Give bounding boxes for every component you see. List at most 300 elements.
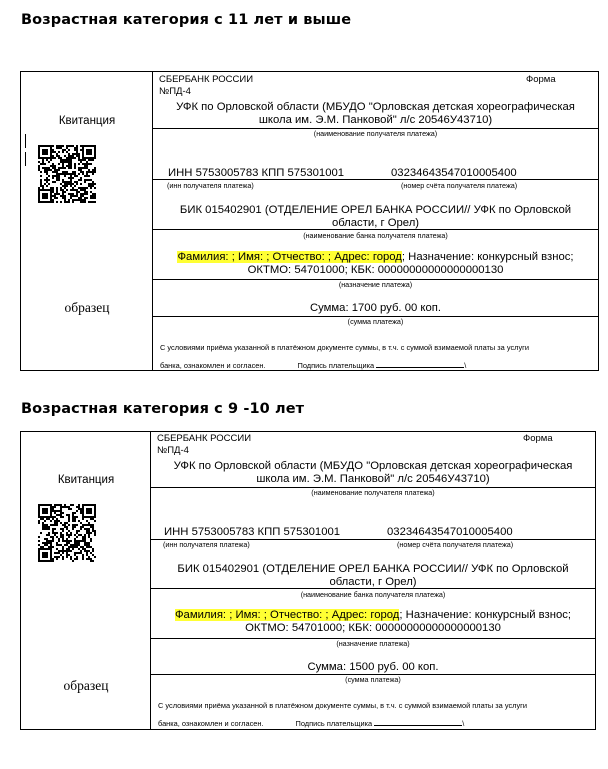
qr-module — [80, 183, 82, 185]
qr-module — [46, 510, 48, 512]
qr-module — [44, 552, 46, 554]
qr-module — [82, 195, 84, 197]
qr-module — [44, 526, 46, 528]
qr-module — [56, 532, 58, 534]
qr-module — [80, 199, 82, 201]
qr-module — [40, 504, 42, 506]
qr-module — [62, 195, 64, 197]
qr-module — [82, 538, 84, 540]
qr-module — [90, 201, 92, 203]
qr-module — [74, 546, 76, 548]
qr-module — [78, 159, 80, 161]
qr-module — [70, 197, 72, 199]
qr-module — [90, 504, 92, 506]
qr-module — [62, 558, 64, 560]
qr-module — [82, 554, 84, 556]
qr-module — [46, 528, 48, 530]
qr-module — [82, 524, 84, 526]
qr-module — [46, 189, 48, 191]
qr-module — [72, 177, 74, 179]
qr-module — [46, 504, 48, 506]
qr-module — [72, 155, 74, 157]
qr-module — [60, 516, 62, 518]
qr-module — [92, 518, 94, 520]
qr-module — [88, 530, 90, 532]
qr-module — [58, 179, 60, 181]
qr-module — [82, 526, 84, 528]
qr-module — [66, 189, 68, 191]
qr-module — [70, 163, 72, 165]
qr-module — [86, 197, 88, 199]
qr-module — [88, 179, 90, 181]
qr-module — [42, 518, 44, 520]
qr-module — [46, 149, 48, 151]
qr-module — [88, 157, 90, 159]
qr-module — [46, 526, 48, 528]
qr-module — [62, 552, 64, 554]
qr-module — [62, 149, 64, 151]
qr-module — [42, 522, 44, 524]
qr-module — [80, 552, 82, 554]
qr-module — [86, 173, 88, 175]
qr-module — [64, 191, 66, 193]
qr-module — [52, 199, 54, 201]
qr-module — [92, 171, 94, 173]
qr-module — [78, 197, 80, 199]
qr-module — [90, 532, 92, 534]
qr-module — [50, 556, 52, 558]
qr-module — [42, 153, 44, 155]
qr-module — [48, 540, 50, 542]
qr-module — [90, 524, 92, 526]
qr-module — [50, 147, 52, 149]
qr-module — [90, 558, 92, 560]
qr-module — [52, 540, 54, 542]
qr-module — [52, 516, 54, 518]
qr-module — [80, 177, 82, 179]
qr-module — [64, 161, 66, 163]
qr-module — [50, 159, 52, 161]
qr-module — [68, 514, 70, 516]
qr-module — [74, 175, 76, 177]
qr-module — [46, 542, 48, 544]
qr-module — [68, 536, 70, 538]
qr-module — [88, 556, 90, 558]
qr-module — [84, 540, 86, 542]
qr-module — [78, 544, 80, 546]
signature-line — [374, 719, 465, 728]
qr-module — [92, 181, 94, 183]
qr-module — [90, 163, 92, 165]
qr-module — [50, 554, 52, 556]
qr-module — [50, 195, 52, 197]
qr-module — [48, 179, 50, 181]
qr-module — [38, 556, 40, 558]
qr-module — [50, 187, 52, 189]
qr-module — [38, 187, 40, 189]
qr-module — [70, 175, 72, 177]
qr-module — [66, 552, 68, 554]
qr-module — [38, 199, 40, 201]
qr-module — [68, 199, 70, 201]
sample-label: образец — [63, 678, 109, 693]
qr-module — [82, 163, 84, 165]
qr-module — [44, 197, 46, 199]
qr-module — [74, 538, 76, 540]
qr-module — [52, 177, 54, 179]
qr-module — [82, 518, 84, 520]
qr-module — [68, 201, 70, 203]
qr-module — [38, 510, 40, 512]
qr-module — [56, 193, 58, 195]
qr-module — [78, 548, 80, 550]
qr-module — [70, 540, 72, 542]
qr-module — [48, 542, 50, 544]
qr-module — [38, 508, 40, 510]
qr-module — [62, 506, 64, 508]
qr-module — [76, 536, 78, 538]
qr-module — [86, 179, 88, 181]
qr-module — [86, 524, 88, 526]
qr-module — [72, 516, 74, 518]
qr-module — [40, 546, 42, 548]
qr-module — [56, 175, 58, 177]
qr-module — [68, 530, 70, 532]
qr-module — [70, 159, 72, 161]
qr-module — [48, 546, 50, 548]
signature-end: \ — [462, 719, 465, 728]
qr-module — [72, 171, 74, 173]
qr-module — [52, 538, 54, 540]
qr-module — [72, 548, 74, 550]
qr-module — [42, 167, 44, 169]
qr-module — [76, 199, 78, 201]
qr-module — [68, 149, 70, 151]
qr-module — [70, 558, 72, 560]
qr-module — [90, 157, 92, 159]
qr-module — [38, 149, 40, 151]
terms-text-2 — [158, 719, 464, 728]
qr-module — [80, 550, 82, 552]
qr-module — [78, 169, 80, 171]
qr-module — [50, 201, 52, 203]
qr-module — [74, 171, 76, 173]
section-title-2: Возрастная категория с 9 -10 лет — [21, 401, 305, 417]
qr-module — [42, 546, 44, 548]
qr-module — [74, 520, 76, 522]
qr-module — [90, 195, 92, 197]
qr-module — [60, 183, 62, 185]
qr-module — [50, 524, 52, 526]
qr-module — [88, 163, 90, 165]
qr-module — [50, 560, 52, 562]
qr-module — [58, 504, 60, 506]
qr-module — [84, 157, 86, 159]
qr-module — [68, 163, 70, 165]
qr-module — [70, 181, 72, 183]
qr-module — [62, 181, 64, 183]
qr-module — [44, 544, 46, 546]
qr-module — [46, 201, 48, 203]
qr-module — [38, 189, 40, 191]
qr-module — [94, 510, 96, 512]
qr-module — [76, 149, 78, 151]
payment-purpose — [159, 251, 592, 277]
qr-module — [38, 522, 40, 524]
qr-module — [84, 201, 86, 203]
qr-module — [72, 518, 74, 520]
qr-module — [38, 197, 40, 199]
qr-module — [54, 524, 56, 526]
qr-module — [86, 508, 88, 510]
qr-module — [84, 189, 86, 191]
qr-module — [68, 546, 70, 548]
qr-module — [84, 544, 86, 546]
qr-module — [44, 556, 46, 558]
signature-label: Подпись плательщика — [297, 361, 375, 370]
recipient-caption: (наименование получателя платежа) — [313, 129, 438, 138]
qr-module — [94, 201, 96, 203]
qr-module — [76, 195, 78, 197]
qr-module — [52, 191, 54, 193]
receipt-left-column — [21, 432, 151, 729]
qr-module — [44, 195, 46, 197]
qr-module — [52, 145, 54, 147]
qr-module — [60, 147, 62, 149]
qr-module — [70, 177, 72, 179]
qr-module — [46, 145, 48, 147]
qr-module — [82, 147, 84, 149]
qr-module — [70, 185, 72, 187]
qr-module — [42, 542, 44, 544]
qr-module — [68, 181, 70, 183]
qr-module — [86, 542, 88, 544]
qr-module — [42, 552, 44, 554]
qr-module — [86, 558, 88, 560]
qr-module — [82, 159, 84, 161]
qr-module — [82, 153, 84, 155]
qr-module — [40, 518, 42, 520]
qr-module — [58, 157, 60, 159]
amount-caption: (сумма платежа) — [345, 675, 401, 684]
bank-name: СБЕРБАНК РОССИИ — [159, 74, 254, 85]
account-row — [153, 129, 598, 190]
qr-module — [74, 526, 76, 528]
qr-module — [74, 173, 76, 175]
qr-module — [90, 516, 92, 518]
qr-module — [54, 165, 56, 167]
qr-module — [66, 185, 68, 187]
qr-module — [44, 554, 46, 556]
qr-module — [38, 558, 40, 560]
qr-module — [62, 189, 64, 191]
bank-caption: (наименование банка получателя платежа) — [303, 231, 448, 240]
qr-module — [94, 534, 96, 536]
qr-module — [84, 504, 86, 506]
qr-module — [56, 514, 58, 516]
qr-module — [86, 528, 88, 530]
qr-module — [66, 147, 68, 149]
qr-module — [52, 518, 54, 520]
qr-module — [62, 534, 64, 536]
qr-module — [48, 504, 50, 506]
qr-module — [74, 185, 76, 187]
qr-module — [70, 167, 72, 169]
qr-module — [90, 185, 92, 187]
form-number: №ПД-4 — [159, 86, 191, 97]
qr-module — [74, 542, 76, 544]
qr-module — [82, 508, 84, 510]
bank-details: БИК 015402901 (ОТДЕЛЕНИЕ ОРЕЛ БАНКА РОССИИ// УФК по Орловской области, г Орел) — [179, 204, 572, 229]
qr-module — [82, 546, 84, 548]
qr-module — [82, 516, 84, 518]
qr-module — [64, 504, 66, 506]
qr-module — [54, 506, 56, 508]
qr-module — [46, 534, 48, 536]
qr-module — [90, 518, 92, 520]
qr-module — [54, 151, 56, 153]
qr-module — [38, 191, 40, 193]
qr-module — [48, 161, 50, 163]
qr-module — [86, 151, 88, 153]
payment-receipt-1 — [20, 71, 599, 371]
purpose-text: ; Назначение: конкурсный взнос; — [401, 251, 574, 263]
qr-module — [64, 199, 66, 201]
qr-module — [74, 153, 76, 155]
qr-module — [82, 167, 84, 169]
qr-module — [46, 556, 48, 558]
qr-module — [84, 528, 86, 530]
qr-module — [92, 195, 94, 197]
qr-module — [78, 534, 80, 536]
qr-module — [40, 171, 42, 173]
section-title-1: Возрастная категория с 11 лет и выше — [21, 12, 352, 28]
qr-module — [44, 145, 46, 147]
qr-module — [38, 512, 40, 514]
qr-module — [80, 201, 82, 203]
qr-module — [94, 155, 96, 157]
qr-module — [82, 540, 84, 542]
qr-module — [66, 157, 68, 159]
qr-module — [38, 552, 40, 554]
qr-module — [58, 550, 60, 552]
qr-module — [38, 504, 40, 506]
qr-module — [92, 197, 94, 199]
qr-module — [68, 157, 70, 159]
qr-module — [74, 147, 76, 149]
qr-module — [84, 191, 86, 193]
qr-module — [88, 171, 90, 173]
qr-module — [42, 556, 44, 558]
qr-module — [64, 149, 66, 151]
qr-module — [66, 538, 68, 540]
qr-module — [46, 159, 48, 161]
qr-module — [64, 171, 66, 173]
qr-module — [92, 145, 94, 147]
sample-label: образец — [64, 300, 110, 315]
qr-module — [54, 512, 56, 514]
qr-module — [92, 504, 94, 506]
qr-module — [52, 163, 54, 165]
qr-module — [42, 189, 44, 191]
qr-module — [46, 193, 48, 195]
qr-module — [54, 169, 56, 171]
qr-module — [70, 534, 72, 536]
qr-module — [94, 530, 96, 532]
recipient-name: УФК по Орловской области (МБУДО "Орловская детская хореографическая школа им. Э.М. Панковой" л/с 20546У43710) — [176, 101, 575, 126]
qr-module — [38, 516, 40, 518]
qr-module — [68, 540, 70, 542]
qr-module — [42, 554, 44, 556]
qr-module — [74, 157, 76, 159]
qr-module — [88, 528, 90, 530]
qr-module — [76, 193, 78, 195]
qr-module — [52, 528, 54, 530]
qr-module — [50, 155, 52, 157]
qr-module — [52, 165, 54, 167]
qr-module — [42, 548, 44, 550]
qr-module — [44, 157, 46, 159]
qr-module — [80, 510, 82, 512]
qr-module — [50, 540, 52, 542]
qr-module — [50, 151, 52, 153]
qr-module — [44, 201, 46, 203]
qr-module — [38, 548, 40, 550]
qr-module — [54, 534, 56, 536]
qr-module — [66, 526, 68, 528]
qr-module — [88, 542, 90, 544]
qr-module — [42, 161, 44, 163]
qr-module — [68, 520, 70, 522]
qr-module — [56, 169, 58, 171]
qr-module — [72, 526, 74, 528]
qr-module — [70, 504, 72, 506]
qr-module — [74, 518, 76, 520]
qr-module — [64, 201, 66, 203]
qr-module — [86, 175, 88, 177]
qr-module — [72, 189, 74, 191]
qr-module — [54, 167, 56, 169]
qr-module — [78, 506, 80, 508]
qr-module — [84, 550, 86, 552]
terms-row — [153, 317, 598, 371]
qr-module — [86, 165, 88, 167]
qr-module — [58, 151, 60, 153]
qr-module — [84, 538, 86, 540]
qr-module — [94, 147, 96, 149]
qr-module — [84, 548, 86, 550]
qr-module — [92, 169, 94, 171]
qr-module — [58, 163, 60, 165]
qr-module — [60, 512, 62, 514]
margin-mark — [25, 134, 26, 148]
payer-fields-highlight: Фамилия: ; Имя: ; Отчество: ; Адрес: город — [174, 609, 400, 621]
qr-module — [92, 193, 94, 195]
qr-module — [66, 542, 68, 544]
qr-module — [46, 151, 48, 153]
qr-module — [66, 514, 68, 516]
receipt-left-column — [21, 72, 153, 370]
qr-module — [58, 540, 60, 542]
qr-module — [44, 163, 46, 165]
qr-module — [72, 524, 74, 526]
qr-module — [52, 157, 54, 159]
payment-amount: Сумма: 1700 руб. 00 коп. — [309, 302, 442, 314]
qr-module — [46, 560, 48, 562]
qr-module — [62, 179, 64, 181]
qr-module — [52, 546, 54, 548]
qr-module — [68, 177, 70, 179]
